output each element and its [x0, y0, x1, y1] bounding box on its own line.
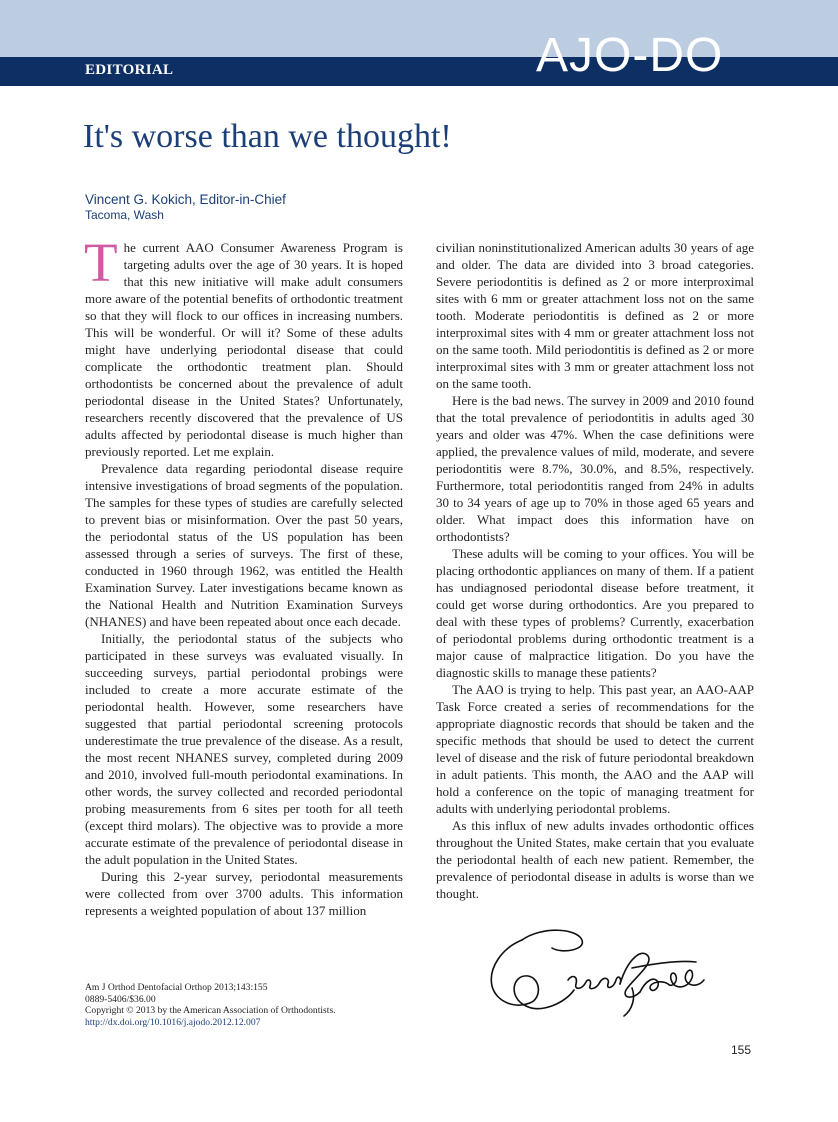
journal-logo: AJO-DO [536, 29, 724, 82]
body-paragraph-9: As this influx of new adults invades orthodontic offices throughout the United States, make certain that you evaluate the periodontal health of each new patient. Remember, the prevalence of periodontal disease in adults is worse than we thought. [436, 818, 754, 901]
article-title: It's worse than we thought! [83, 118, 452, 155]
section-label: EDITORIAL [85, 62, 174, 78]
body-paragraph-2: Prevalence data regarding periodontal disease require intensive investigations of broad segments of the population. The samples for these types of studies are carefully selected to prevent bias or misinformation. Over the past 50 years, the periodontal status of the US population has been assessed through a series of surveys. The first of these, conducted in 1960 through 1962, was entitled the Health Examination Survey. Later investigations became known as the National Health and Nutrition Examination Surveys (NHANES) and have been repeated about once each decade. [85, 461, 403, 629]
author-location: Tacoma, Wash [85, 208, 164, 222]
issn: 0889-5406/$36.00 [85, 993, 156, 1005]
citation: Am J Orthod Dentofacial Orthop 2013;143:155 [85, 982, 268, 993]
doi-link[interactable]: http://dx.doi.org/10.1016/j.ajodo.2012.12.007 [85, 1016, 261, 1028]
signature-image [482, 918, 722, 1028]
copyright: Copyright © 2013 by the American Association of Orthodontists. [85, 1005, 336, 1016]
right-column [436, 239, 754, 902]
body-paragraph-7: These adults will be coming to your offices. You will be placing orthodontic appliances on many of them. If a patient has undiagnosed periodontal disease before treatment, it could get worse during orthodontics. Are you prepared to deal with these types of problems? Currently, exacerbation of periodontal problems during orthodontic treatment is a major cause of malpractice litigation. Do you have the diagnostic skills to manage these patients? [436, 546, 754, 680]
body-paragraph-4: During this 2-year survey, periodontal measurements were collected from over 3700 adults. This information represents a weighted population of about 137 million [85, 869, 403, 918]
paragraph-text: he current AAO Consumer Awareness Program is targeting adults over the age of 30 years. It is hoped that this new initiative will make adult consumers more aware of the potential benefits of orthodontic treatment so that they will flock to our offices in increasing numbers. This will be wonderful. Or will it? Some of these adults might have underlying periodontal disease that could complicate the orthodontic treatment plan. Should orthodontists be concerned about the prevalence of adult periodontal disease in the United States? Unfortunately, researchers recently discovered that the prevalence of US adults affected by periodontal disease is much higher than previously reported. Let me explain. [85, 240, 403, 459]
drop-cap: T [84, 232, 118, 293]
body-paragraph-5: civilian noninstitutionalized American adults 30 years of age and older. The data are divided into 3 broad categories. Severe periodontitis is defined as 2 or more interproximal sites with 6 mm or greater attachment loss not on the same tooth. Moderate periodontitis is defined as 2 or more interproximal sites with 4 mm or greater attachment loss not on the same tooth. Mild periodontitis is defined as 2 or more interproximal sites with 3 mm or greater attachment loss not on the same tooth. [436, 240, 754, 391]
page-number: 155 [731, 1043, 752, 1057]
body-paragraph-8: The AAO is trying to help. This past year, an AAO-AAP Task Force created a series of recommendations for the appropriate diagnostic records that should be taken and the specific methods that should be used to detect the current level of disease and the risk of future periodontal breakdown in adult patients. This month, the AAO and the AAP will hold a conference on the topic of managing treatment for adults with underlying periodontal problems. [436, 682, 754, 816]
body-paragraph-6: Here is the bad news. The survey in 2009 and 2010 found that the total prevalence of periodontitis in adults aged 30 years and older was 47%. When the case definitions were applied, the prevalence values of mild, moderate, and severe periodontitis were 8.7%, 30.0%, and 8.5%, respectively. Furthermore, total periodontitis ranged from 24% in adults 30 to 34 years of age up to 70% in those aged 65 years and older. What impact does this information have on orthodontists? [436, 393, 754, 544]
body-paragraph-3: Initially, the periodontal status of the subjects who participated in these surveys was evaluated visually. In succeeding surveys, partial periodontal probings were included to create a more accurate estimate of the periodontal health. However, some researchers have suggested that partial periodontal screening protocols underestimate the true prevalence of the disease. As a result, the most recent NHANES survey, completed during 2009 and 2010, involved full-mouth periodontal examinations. In other words, the survey collected and recorded periodontal probing measurements from 6 sites per tooth for all teeth (except third molars). The objective was to provide a more accurate estimate of the prevalence of periodontal disease in the adult population in the United States. [85, 631, 403, 867]
author-name: Vincent G. Kokich, Editor-in-Chief [85, 192, 286, 207]
footer-citation-block [85, 982, 336, 1028]
left-column [84, 232, 403, 919]
body-paragraph-1 [84, 232, 403, 460]
